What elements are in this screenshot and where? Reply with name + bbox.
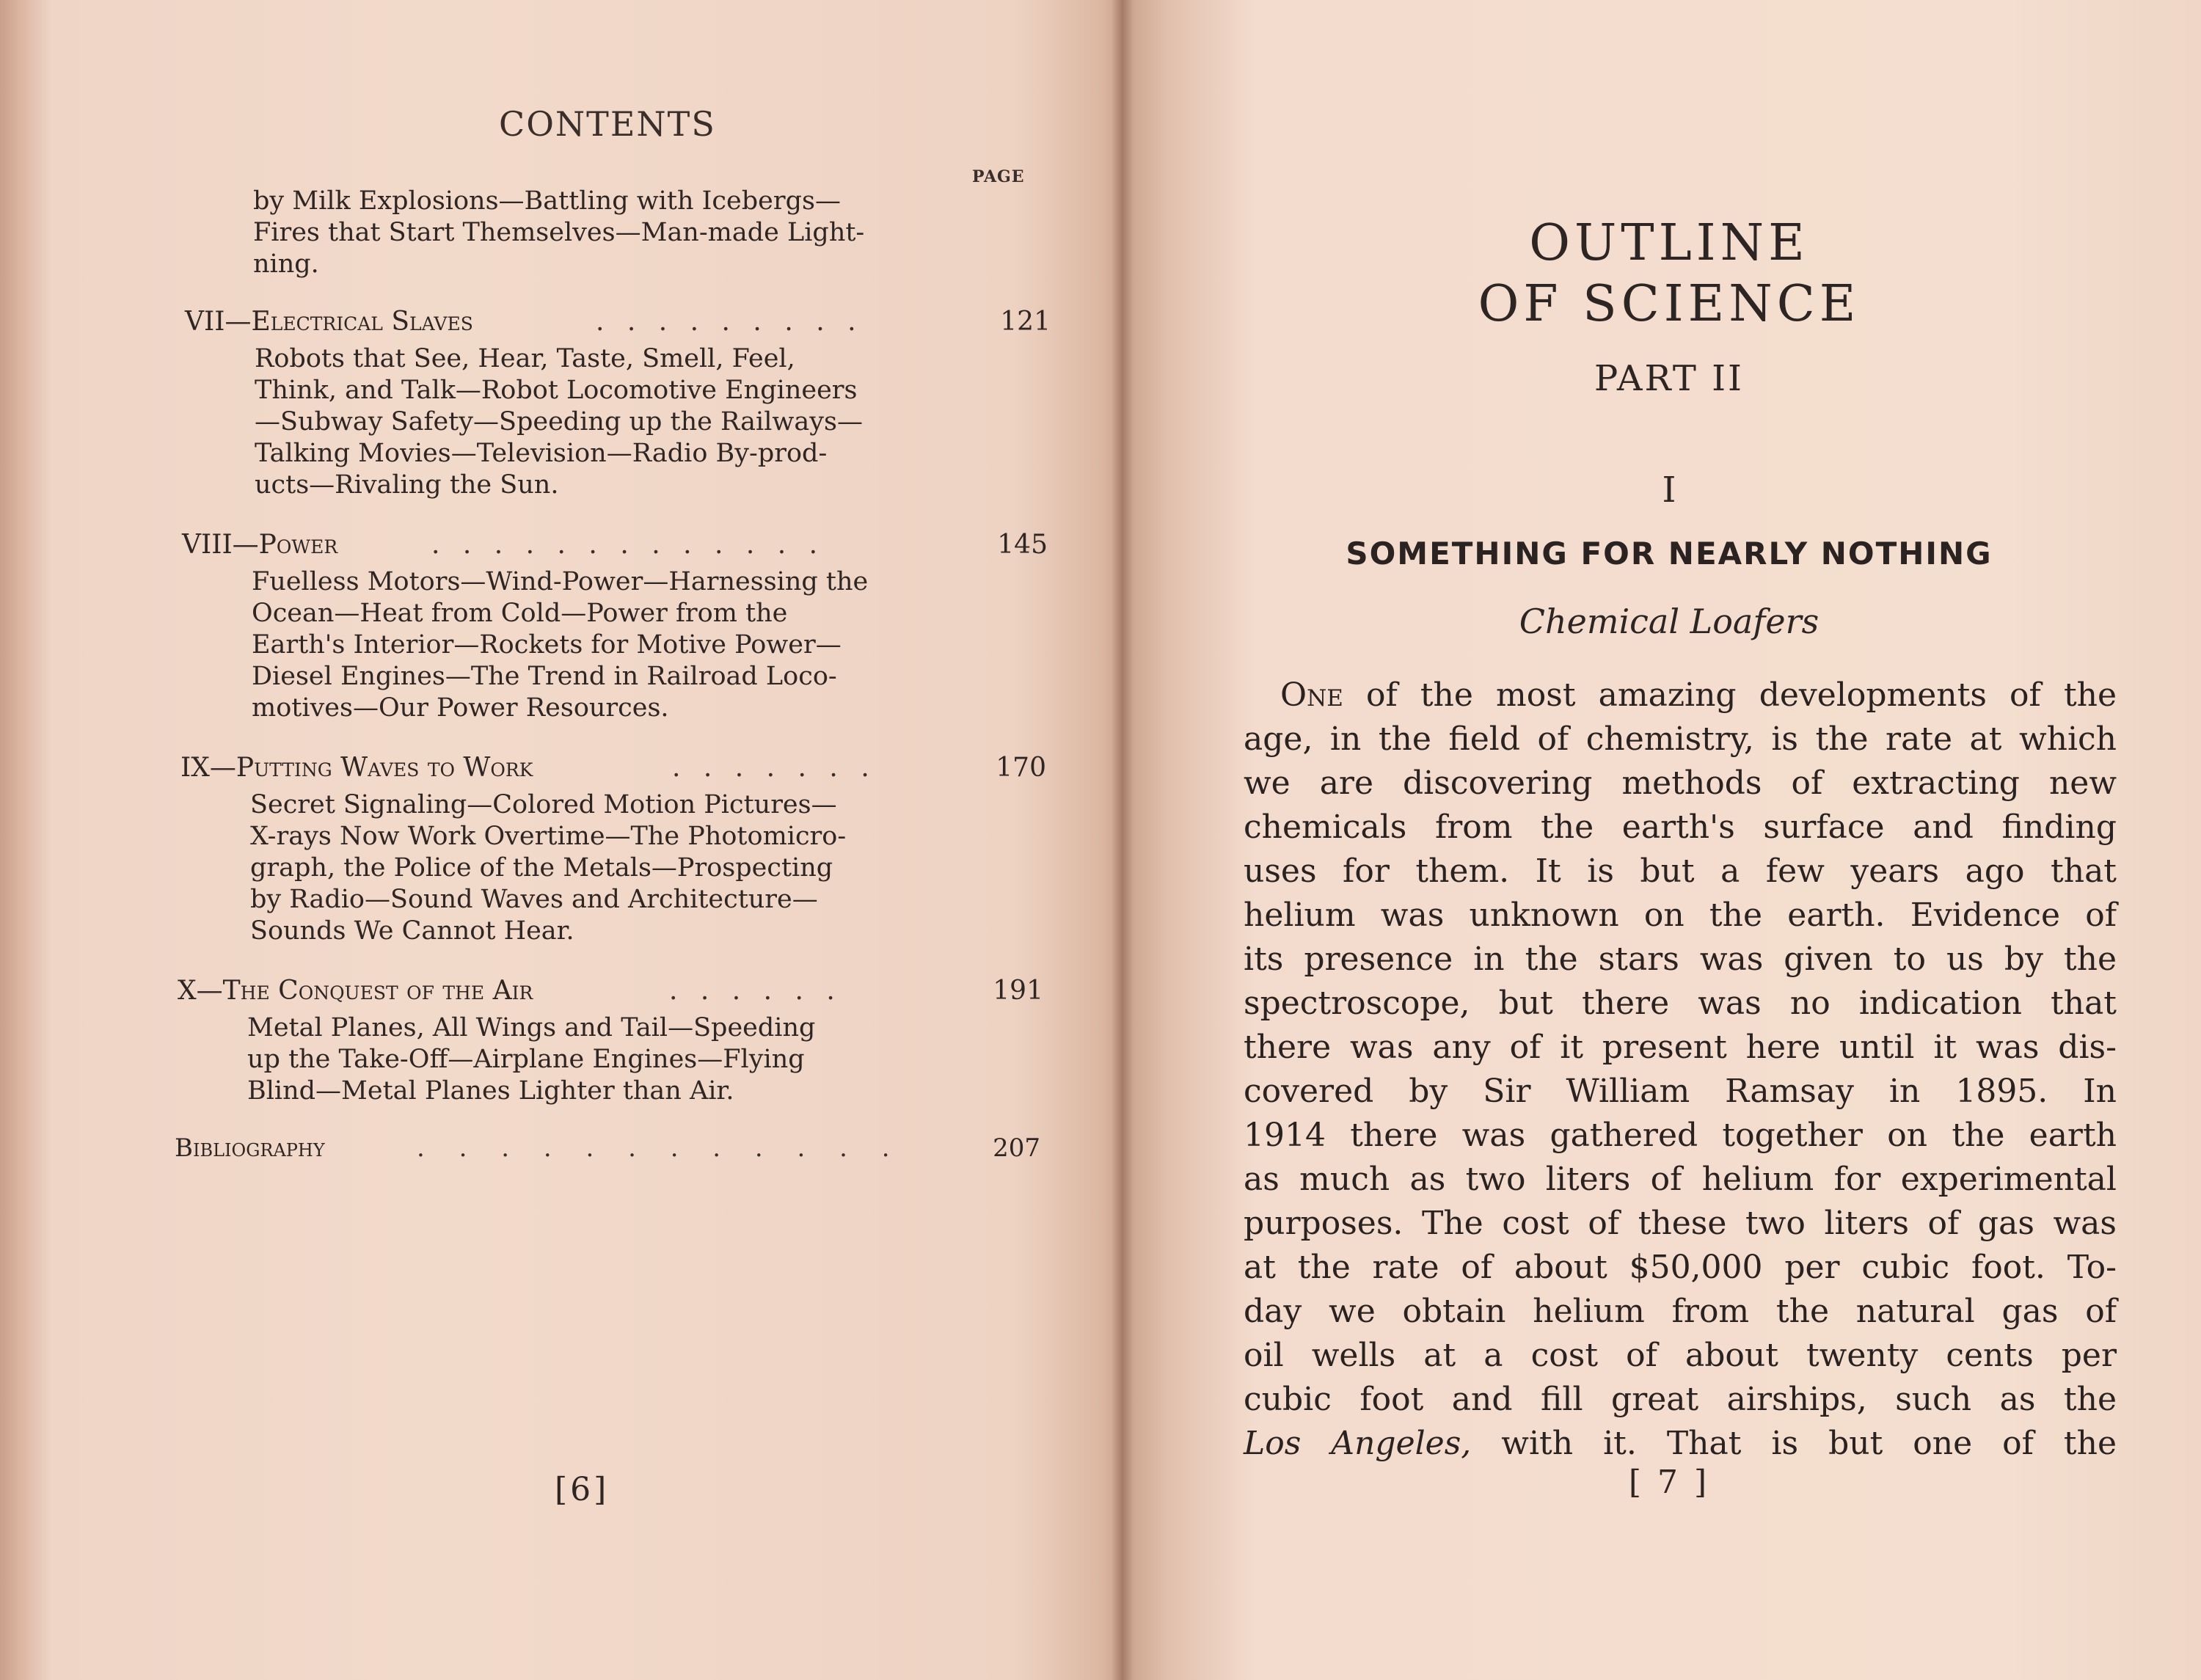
- body-line: its presence in the stars was given to us by the: [1244, 941, 2117, 978]
- toc-entry-title: VII—Electrical Slaves: [185, 307, 473, 337]
- right-page: [1123, 0, 2201, 1680]
- toc-desc-line: by Radio—Sound Waves and Architecture—: [250, 885, 818, 914]
- body-line: oil wells at a cost of about twenty cents per: [1244, 1337, 2117, 1374]
- body-line: One of the most amazing developments of the: [1280, 676, 2117, 714]
- toc-entry-description: [252, 566, 945, 724]
- toc-entry-title: X—The Conquest of the Air: [178, 976, 533, 1006]
- toc-desc-line: Metal Planes, All Wings and Tail—Speeding: [247, 1013, 816, 1042]
- toc-desc-line: Sounds We Cannot Hear.: [250, 916, 574, 946]
- toc-entry-power: [182, 530, 1048, 724]
- body-line: we are discovering methods of extracting new: [1244, 764, 2117, 802]
- toc-page-number: 191: [993, 976, 1043, 1006]
- section-title: Chemical Loafers: [1519, 602, 1819, 641]
- toc-continuation-line: ning.: [253, 249, 319, 279]
- body-line: spectroscope, but there was no indication that: [1244, 985, 2117, 1022]
- page-number-left: [6]: [555, 1471, 610, 1508]
- toc-continuation-line: Fires that Start Themselves—Man-made Light-: [253, 218, 865, 247]
- page-number-right: [ 7 ]: [1628, 1464, 1710, 1501]
- body-line: purposes. The cost of these two liters of gas was: [1244, 1205, 2117, 1242]
- body-line: day we obtain helium from the natural gas of: [1244, 1293, 2117, 1330]
- body-line: chemicals from the earth's surface and finding: [1244, 808, 2117, 846]
- book-spine-shadow: [1112, 0, 1134, 1680]
- toc-entry-description: [250, 789, 943, 947]
- toc-desc-line: Think, and Talk—Robot Locomotive Engineers: [255, 376, 858, 405]
- toc-desc-line: Talking Movies—Television—Radio By-prod-: [255, 439, 828, 468]
- toc-desc-line: Robots that See, Hear, Taste, Smell, Feel,: [255, 344, 795, 373]
- toc-entry-title: IX—Putting Waves to Work: [180, 753, 533, 783]
- toc-leader-dots: . . . . . .: [669, 976, 842, 1006]
- italic-ship-name: Los Angeles,: [1244, 1425, 1472, 1462]
- toc-continuation-line: by Milk Explosions—Battling with Icebergs—: [253, 186, 841, 216]
- toc-leader-dots: . . . . . . . . .: [596, 307, 864, 337]
- body-line: 1914 there was gathered together on the earth: [1244, 1117, 2117, 1154]
- chapter-title: SOMETHING FOR NEARLY NOTHING: [1346, 536, 1993, 571]
- toc-entry-title: Bibliography: [175, 1133, 325, 1163]
- body-line: as much as two liters of helium for experimental: [1244, 1161, 2117, 1198]
- toc-desc-line: Diesel Engines—The Trend in Railroad Loco-: [252, 662, 837, 691]
- toc-page-number: 145: [997, 530, 1048, 560]
- book-title-line1: OUTLINE: [1529, 214, 1809, 272]
- page-column-label: PAGE: [972, 167, 1025, 186]
- toc-entry-title: VIII—Power: [182, 530, 338, 560]
- toc-continuation: [253, 186, 950, 280]
- toc-page-number: 170: [996, 753, 1046, 783]
- toc-desc-line: Blind—Metal Planes Lighter than Air.: [247, 1076, 734, 1106]
- toc-leader-dots: . . . . . . .: [672, 753, 877, 783]
- body-line: helium was unknown on the earth. Evidence of: [1244, 896, 2117, 934]
- toc-entry-conquest-of-the-air: [178, 976, 1043, 1107]
- body-line: covered by Sir William Ramsay in 1895. In: [1244, 1073, 2117, 1110]
- body-line: at the rate of about $50,000 per cubic foot. To-: [1244, 1249, 2117, 1286]
- toc-desc-line: Ocean—Heat from Cold—Power from the: [252, 599, 788, 628]
- toc-desc-line: Fuelless Motors—Wind-Power—Harnessing the: [252, 567, 869, 596]
- drop-word: One: [1280, 676, 1343, 714]
- body-line: uses for them. It is but a few years ago that: [1244, 852, 2117, 890]
- book-title-line2: OF SCIENCE: [1478, 275, 1861, 333]
- toc-entry-description: [255, 343, 948, 501]
- body-line: there was any of it present here until it was dis-: [1244, 1029, 2117, 1066]
- toc-desc-line: —Subway Safety—Speeding up the Railways—: [255, 407, 863, 437]
- toc-desc-line: X-rays Now Work Overtime—The Photomicro-: [250, 822, 847, 851]
- toc-desc-line: graph, the Police of the Metals—Prospecting: [250, 853, 833, 883]
- toc-leader-dots: . . . . . . . . . . . .: [417, 1133, 903, 1163]
- body-line: Los Angeles, with it. That is but one of the: [1244, 1425, 2117, 1462]
- toc-desc-line: Earth's Interior—Rockets for Motive Power—: [252, 630, 842, 660]
- part-label: PART II: [1594, 358, 1745, 399]
- toc-leader-dots: . . . . . . . . . . . . .: [431, 530, 825, 560]
- toc-desc-line: ucts—Rivaling the Sun.: [255, 470, 559, 500]
- toc-desc-line: Secret Signaling—Colored Motion Pictures—: [250, 790, 837, 819]
- contents-heading: CONTENTS: [499, 104, 716, 144]
- chapter-numeral: I: [1662, 470, 1676, 511]
- body-text: [1244, 673, 2117, 1466]
- toc-entry-description: [247, 1012, 941, 1107]
- body-line: cubic foot and fill great airships, such as the: [1244, 1381, 2117, 1418]
- toc-entry-putting-waves-to-work: [180, 753, 1046, 947]
- toc-entry-bibliography: [175, 1133, 1040, 1167]
- toc-page-number: 121: [1000, 307, 1051, 337]
- toc-desc-line: up the Take-Off—Airplane Engines—Flying: [247, 1045, 805, 1074]
- body-line: age, in the field of chemistry, is the rate at which: [1244, 720, 2117, 758]
- toc-entry-electrical-slaves: [185, 307, 1051, 501]
- toc-page-number: 207: [993, 1133, 1040, 1163]
- toc-desc-line: motives—Our Power Resources.: [252, 693, 669, 723]
